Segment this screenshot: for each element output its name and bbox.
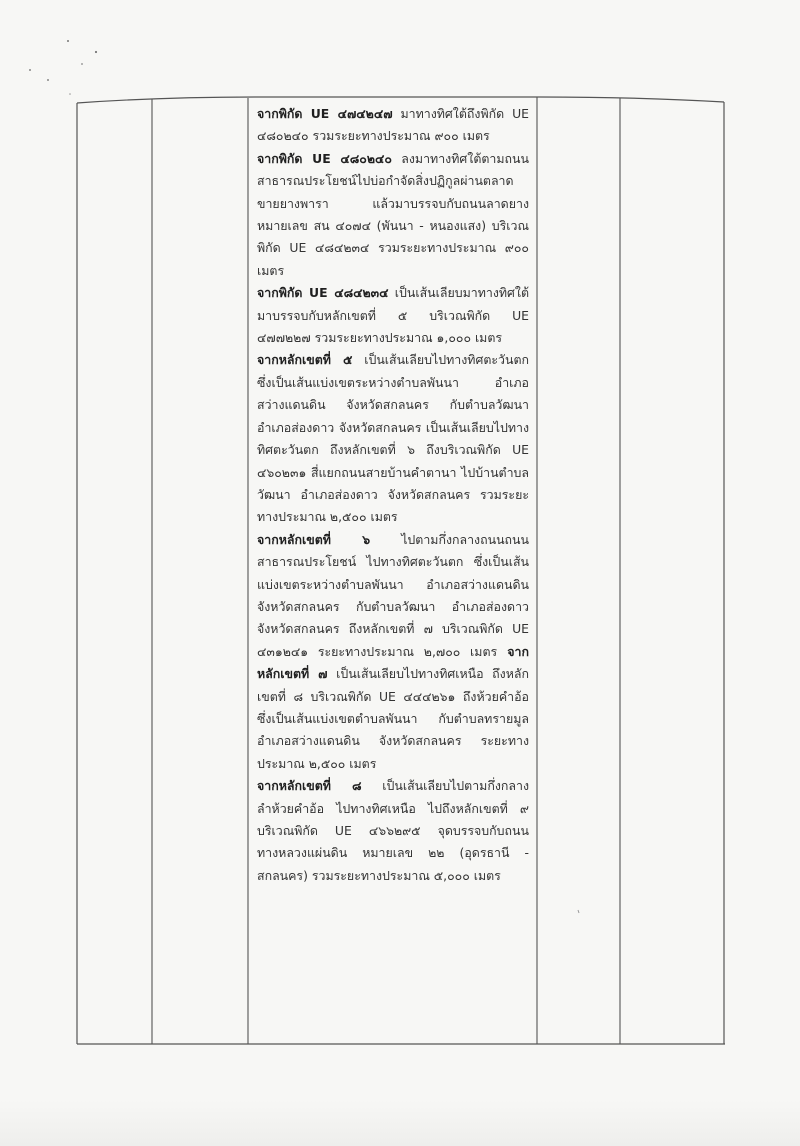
boundary-paragraph (257, 148, 529, 282)
paragraph-lead: จากพิกัด UE ๔๘๔๒๓๔ (257, 285, 389, 301)
paragraph-text: ไปตามกึ่งกลางถนนถนนสาธารณประโยชน์ ไปทางทิศตะวันตก ซึ่งเป็นเส้นแบ่งเขตระหว่างตำบลพันนา อำเภอสว่างแดนดิน จังหวัดสกลนคร กับตำบลวัฒนา อำเภอส่องดาว จังหวัดสกลนคร ถึงหลักเขตที่ ๗ บริเวณพิกัด UE ๔๓๑๒๔๑ ระยะทางประมาณ ๒,๗๐๐ เมตร (257, 531, 529, 659)
paragraph-text-inline: เป็นเส้นเลียบไปทางทิศเหนือ ถึงหลักเขตที่ ๘ บริเวณพิกัด UE ๔๔๔๒๖๑ ถึงห้วยคำอ้อ ซึ่งเป็นเส้นแบ่งเขตตำบลพันนา กับตำบลทรายมูล อำเภอสว่างแดนดิน จังหวัดสกลนคร ระยะทางประมาณ ๒,๕๐๐ เมตร (257, 666, 529, 771)
paragraph-lead: จากหลักเขตที่ ๘ (257, 778, 362, 794)
paragraph-lead: จากหลักเขตที่ ๖ (257, 531, 371, 547)
paragraph-lead: จากพิกัด UE ๔๘๐๒๔๐ (257, 150, 392, 166)
paragraph-text: เป็นเส้นเลียบมาทางทิศใต้มาบรรจบกับหลักเขตที่ ๕ บริเวณพิกัด UE ๔๗๗๒๒๗ รวมระยะทางประมาณ ๑,๐๐๐ เมตร (257, 285, 529, 346)
boundary-paragraph (257, 349, 529, 528)
paragraph-lead: จากหลักเขตที่ ๕ (257, 352, 353, 368)
paragraph-text: เป็นเส้นเลียบไปทางทิศตะวันตก ซึ่งเป็นเส้นแบ่งเขตระหว่างตำบลพันนา อำเภอสว่างแดนดิน จังหวัดสกลนคร กับตำบลวัฒนา อำเภอส่องดาว จังหวัดสกลนคร เป็นเส้นเลียบไปทางทิศตะวันตก ถึงหลักเขตที่ ๖ ถึงบริเวณพิกัด UE ๔๖๐๒๓๑ สี่แยกถนนสายบ้านคำตานา ไปบ้านตำบลวัฒนา อำเภอส่องดาว จังหวัดสกลนคร รวมระยะทางประมาณ ๒,๕๐๐ เมตร (257, 352, 529, 525)
boundary-description-cell (257, 103, 529, 887)
boundary-paragraph (257, 529, 529, 775)
boundary-paragraph (257, 282, 529, 349)
scan-bottom-shadow (0, 1100, 800, 1146)
paragraph-lead-inline: จากหลักเขตที่ ๗ (257, 643, 529, 682)
boundary-paragraph (257, 103, 529, 148)
paragraph-text: ลงมาทางทิศใต้ตามถนนสาธารณประโยชน์ไปบ่อกำจัดสิ่งปฏิกูลผ่านตลาดขายยางพารา แล้วมาบรรจบกับถนนลาดยาง หมายเลข สน ๔๐๗๔ (พันนา - หนองแสง) บริเวณพิกัด UE ๔๘๔๒๓๔ รวมระยะทางประมาณ ๙๐๐ เมตร (257, 150, 529, 278)
paragraph-text: มาทางทิศใต้ถึงพิกัด UE ๔๘๐๒๔๐ รวมระยะทางประมาณ ๙๐๐ เมตร (257, 106, 529, 144)
paragraph-text: เป็นเส้นเลียบไปตามกึ่งกลางลำห้วยคำอ้อ ไปทางทิศเหนือ ไปถึงหลักเขตที่ ๙ บริเวณพิกัด UE ๔๖๖๒๙๕ จุดบรรจบกับถนนทางหลวงแผ่นดิน หมายเลข ๒๒ (อุดรธานี - สกลนคร) รวมระยะทางประมาณ ๕,๐๐๐ เมตร (257, 778, 529, 883)
paragraph-lead: จากพิกัด UE ๔๗๔๒๔๗ (257, 106, 393, 121)
boundary-paragraph (257, 775, 529, 887)
